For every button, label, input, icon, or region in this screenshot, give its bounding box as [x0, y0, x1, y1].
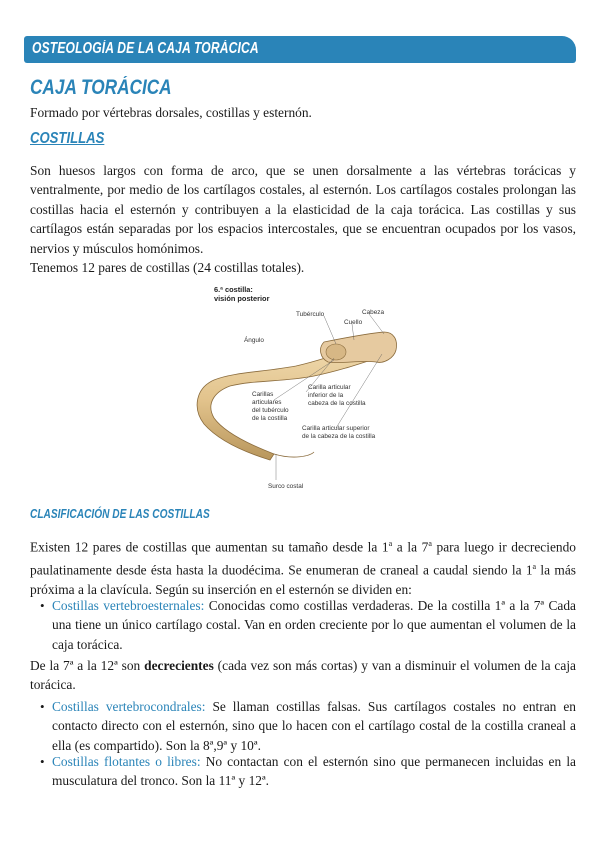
label-carillas-tuberculo-4: de la costilla	[252, 415, 288, 422]
costillas-count-text: Tenemos 12 pares de costillas (24 costillas totales).	[30, 260, 305, 275]
clasificacion-intro: Existen 12 pares de costillas que aumentan su tamaño desde la 1$^a$ a la 7$^a$ para luego ir decreciendo paulatinamente desde ésta hasta la duodécima. Se enumeran de craneal a caudal siendo la 1$^a$ la más próxima a la clavícula. Según su inserción en el esternón se dividen en:	[30, 539, 576, 597]
costillas-paragraph: Son huesos largos con forma de arco, que se unen dorsalmente a las vértebras torácicas y ventralmente, por medio de los cartílagos costales, al esternón. Los cartílagos costales prolongan las costillas hacia el esternón y contribuyen a la elasticidad de la caja torácica. Las costillas y sus cartílagos están separadas por los espacios intercostales, que se encuentran ocupados por los vasos, nervios y músculos homónimos.	[30, 163, 576, 256]
term-vertebrocondrales: Costillas vertebrocondrales:	[52, 699, 206, 714]
rib-illustration	[184, 282, 416, 496]
list-item-vertebroesternales: Costillas vertebroesternales: Conocidas como costillas verdaderas. De la costilla 1ª a la 7ª Cada una tiene un único cartílago costal. Van en orden creciente por lo que aumentan el volumen de la caja torácica.	[52, 598, 576, 652]
heading-clasificacion: CLASIFICACIÓN DE LAS COSTILLAS	[30, 506, 210, 521]
label-carillas-tuberculo-3: del tubérculo	[252, 407, 289, 414]
label-tuberculo: Tubérculo	[296, 311, 325, 318]
label-carilla-inferior-3: cabeza de la costilla	[308, 400, 366, 407]
label-angulo: Ángulo	[244, 337, 264, 344]
bullet-icon: •	[40, 598, 45, 613]
section-banner	[24, 36, 576, 63]
intro-text: Formado por vértebras dorsales, costillas y esternón.	[30, 105, 312, 120]
label-surco-costal: Surco costal	[268, 483, 304, 490]
heading-costillas: COSTILLAS	[30, 130, 105, 147]
rib-tubercle	[326, 344, 346, 360]
label-carillas-tuberculo-1: Carillas	[252, 391, 274, 398]
figure-title-line2: visión posterior	[214, 294, 270, 303]
costal-groove-line	[274, 452, 314, 457]
term-vertebroesternales: Costillas vertebroesternales:	[52, 598, 205, 613]
decrecientes-paragraph: De la 7ª a la 12ª son decrecientes (cada vez son más cortas) y van a disminuir el volumen de la caja torácica.	[30, 658, 576, 693]
bullet-icon: •	[40, 699, 45, 714]
figure-title-line1: 6.ª costilla:	[214, 285, 253, 294]
list-item-vertebrocondrales: Costillas vertebrocondrales: Se llaman costillas falsas. Sus cartílagos costales no entran en contacto directo con el esternón, sino que lo hacen con el cartílago costal de la costilla craneal a ella (es compartido). Son la 8ª,9ª y 10ª.	[52, 699, 576, 753]
label-carilla-superior-1: Carilla articular superior	[302, 425, 370, 432]
label-carilla-inferior-2: inferior de la	[308, 392, 344, 399]
banner-title: OSTEOLOGÍA DE LA CAJA TORÁCICA	[32, 40, 259, 57]
label-carilla-superior-2: de la cabeza de la costilla	[302, 433, 376, 440]
heading-caja-toracica: CAJA TORÁCICA	[30, 76, 172, 99]
term-flotantes: Costillas flotantes o libres:	[52, 754, 201, 769]
label-carillas-tuberculo-2: articulares	[252, 399, 282, 406]
list-item-flotantes: Costillas flotantes o libres: No contactan con el esternón sino que permanecen incluidas en la musculatura del tronco. Son la 11ª y 12ª.	[52, 754, 576, 789]
label-cuello: Cuello	[344, 319, 363, 326]
bullet-icon: •	[40, 754, 45, 769]
label-cabeza: Cabeza	[362, 309, 385, 316]
label-carilla-inferior-1: Carilla articular	[308, 384, 351, 391]
